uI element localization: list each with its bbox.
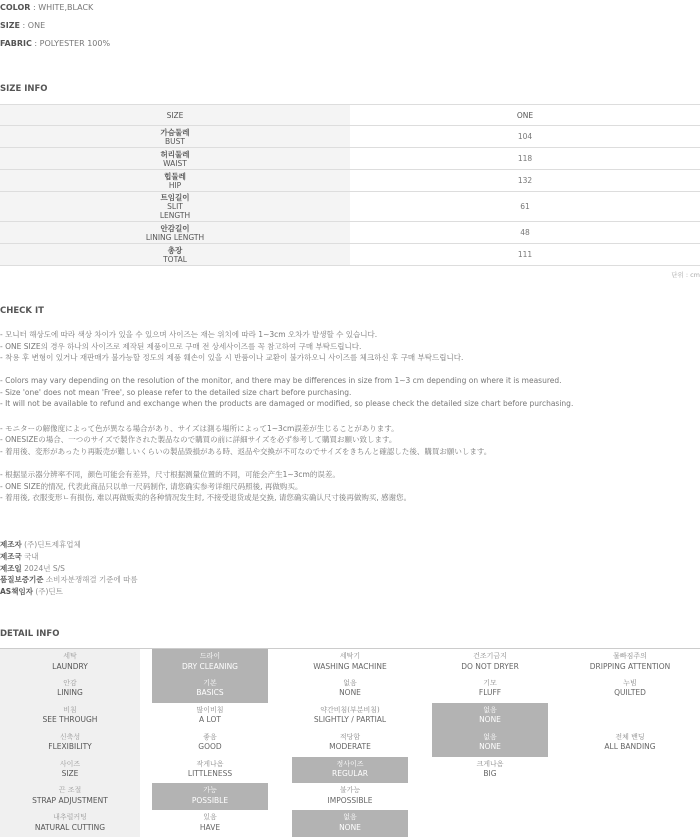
detail-option <box>420 810 560 837</box>
size-table <box>0 104 700 266</box>
color-label: COLOR <box>0 3 31 12</box>
detail-option: 작게나옴 LITTLENESS <box>187 759 233 779</box>
detail-option: 불가능 IMPOSSIBLE <box>327 786 373 805</box>
detail-row <box>0 676 700 703</box>
detail-option <box>560 757 700 784</box>
manufacturer-line: 제조자 (주)딘트제휴업체 <box>0 540 81 549</box>
row-label: 허리둘레 WAIST <box>0 148 350 170</box>
detail-row-label: 비침 SEE THROUGH <box>0 703 140 730</box>
detail-info-title: DETAIL INFO <box>0 629 60 639</box>
detail-option: 크게나옴 BIG <box>476 759 504 779</box>
row-label: 가슴둘레 BUST <box>0 126 350 148</box>
row-label: 힙둘레 HIP <box>0 170 350 192</box>
warranty-line: 품질보증기준 소비자분쟁해결 기준에 따름 <box>0 575 138 584</box>
detail-row <box>0 757 700 784</box>
check-line: - 着用後, 衣服变形ㄴ有损伤, 难以再做贩卖的各种情况发生时, 不接受退货或是交换, 请您确实确认尺寸後再做购买, 感谢您。 <box>0 493 412 502</box>
detail-grid <box>0 648 700 837</box>
row-value: 61 <box>350 192 700 222</box>
detail-option: 세탁기 WASHING MACHINE <box>313 652 387 671</box>
detail-row <box>0 730 700 757</box>
row-value: 132 <box>350 170 700 192</box>
size-info-line <box>0 21 45 30</box>
unit-note: 단위 : cm <box>671 271 700 279</box>
detail-row <box>0 649 700 676</box>
check-line: - Colors may vary depending on the resolution of the monitor, and there may be differences in size from 1~3 cm depending on where it is measured. <box>0 376 562 385</box>
detail-option: 물빠짐주의 DRIPPING ATTENTION <box>589 652 671 671</box>
size-table-header <box>0 105 700 126</box>
fabric-info <box>0 39 110 48</box>
detail-option-selected: 가능 POSSIBLE <box>140 783 280 810</box>
detail-option: 있음 HAVE <box>199 813 221 832</box>
origin-line: 제조국 국내 <box>0 552 39 561</box>
table-row <box>0 126 700 148</box>
table-row <box>0 222 700 244</box>
check-line: - 根据显示器分辨率不同，颜色可能会有差异，尺寸根据测量位置的不同，可能会产生1~3cm的误差。 <box>0 470 340 479</box>
check-it-title: CHECK IT <box>0 306 44 316</box>
one-header: ONE <box>350 105 700 126</box>
detail-row <box>0 703 700 730</box>
detail-row-label: 신축성 FLEXIBILITY <box>0 730 140 757</box>
detail-option: 약간비침(부분비침) SLIGHTLY / PARTIAL <box>313 705 387 725</box>
detail-row <box>0 810 700 837</box>
detail-row-label: 사이즈 SIZE <box>0 757 140 784</box>
check-line: - 모니터 해상도에 따라 색상 차이가 있을 수 있으며 사이즈는 재는 위치에 따라 1~3cm 오차가 발생할 수 있습니다. <box>0 330 378 339</box>
size-info-title: SIZE INFO <box>0 84 48 94</box>
size-value: : ONE <box>20 21 46 30</box>
check-line: - It will not be available to refund and exchange when the products are damaged or modified, so please check the detailed size chart before purchasing. <box>0 399 574 408</box>
detail-option: 기모 FLUFF <box>478 678 502 698</box>
detail-option-selected: 기본 BASICS <box>140 676 280 703</box>
row-value: 111 <box>350 244 700 266</box>
date-line: 제조일 2024년 S/S <box>0 564 65 573</box>
detail-option: 건조기금지 DO NOT DRYER <box>461 652 519 671</box>
row-value: 48 <box>350 222 700 244</box>
detail-row <box>0 783 700 810</box>
table-row <box>0 192 700 222</box>
detail-row-label: 세탁 LAUNDRY <box>0 649 140 676</box>
detail-option: 전체 밴딩 ALL BANDING <box>604 732 656 752</box>
check-line: - ONESIZEの場合、一つのサイズで製作された製品なので購買の前に詳細サイズを必ず参考して購買お願い致します。 <box>0 435 397 444</box>
table-row <box>0 148 700 170</box>
check-line: - ONE SIZE의 경우 하나의 사이즈로 제작된 제품이므로 구매 전 상세사이즈를 꼭 참고하여 구매 부탁드립니다. <box>0 342 362 351</box>
fabric-value: : POLYESTER 100% <box>31 39 111 48</box>
detail-option <box>560 783 700 810</box>
detail-option-selected: 없음 NONE <box>420 730 560 757</box>
check-line: - Size 'one' does not mean 'Free', so please refer to the detailed size chart before purchasing. <box>0 388 352 397</box>
table-row <box>0 170 700 192</box>
size-label: SIZE <box>0 21 21 30</box>
check-line: - ONE SIZE的情况, 代表此商品只以单一尺码制作, 请您确实参考详细尺码照後, 再做购买。 <box>0 482 303 491</box>
detail-option <box>560 703 700 730</box>
check-line: - モニターの解像度によって色が異なる場合があり、サイズは測る場所によって1~3cm誤差が生じることがあります。 <box>0 424 399 433</box>
detail-option-selected: 없음 NONE <box>420 703 560 730</box>
detail-option-selected: 정사이즈 REGULAR <box>280 757 420 784</box>
row-value: 104 <box>350 126 700 148</box>
detail-row-label: 끈 조절 STRAP ADJUSTMENT <box>0 783 140 810</box>
table-row <box>0 244 700 266</box>
row-label: 트임길이 SLIT LENGTH <box>0 192 350 222</box>
row-label: 총장 TOTAL <box>0 244 350 266</box>
detail-option: 없음 NONE <box>339 678 361 698</box>
detail-option: 누빔 QUILTED <box>614 678 646 698</box>
detail-option <box>560 810 700 837</box>
detail-option-selected: 없음 NONE <box>280 810 420 837</box>
detail-row-label: 안감 LINING <box>0 676 140 703</box>
row-label: 안감길이 LINING LENGTH <box>0 222 350 244</box>
color-value: : WHITE,BLACK <box>30 3 94 12</box>
check-line: - 着用後、変形があったり再販売が難しいくらいの製品毀損がある時、返品や交換が不可なのでサイズをきちんと確認した後、購買お願いします。 <box>0 447 492 456</box>
fabric-label: FABRIC <box>0 39 32 48</box>
detail-option: 좋음 GOOD <box>198 732 222 752</box>
size-header: SIZE <box>0 105 350 126</box>
check-line: - 착용 후 변형이 있거나 재판매가 불가능할 정도의 제품 훼손이 있을 시 반품이나 교환이 불가하오니 사이즈를 체크하신 후 구매 부탁드립니다. <box>0 353 464 362</box>
row-value: 118 <box>350 148 700 170</box>
detail-row-label: 내추럴커팅 NATURAL CUTTING <box>0 810 140 837</box>
detail-option: 많이비침 A LOT <box>196 705 224 725</box>
detail-option-selected: 드라이 DRY CLEANING <box>140 649 280 676</box>
as-line: AS책임자 (주)딘트 <box>0 587 63 596</box>
detail-option <box>420 783 560 810</box>
color-info <box>0 3 93 12</box>
detail-option: 적당함 MODERATE <box>329 732 371 752</box>
